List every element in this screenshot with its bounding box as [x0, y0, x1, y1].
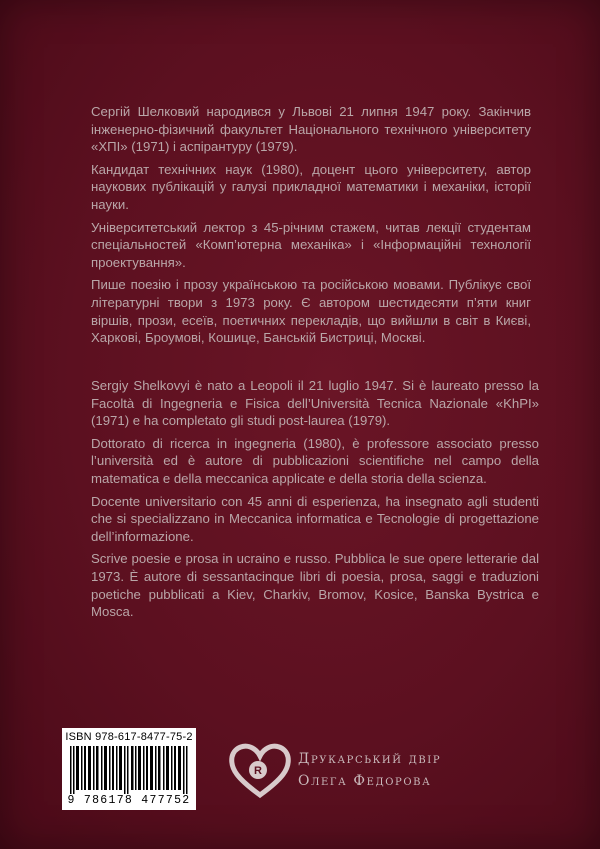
barcode-digits: 9 786178 477752 [67, 794, 191, 807]
heart-registered-icon [228, 741, 292, 799]
barcode-bars [68, 746, 190, 794]
bio-ua-paragraph: Кандидат технічних наук (1980), доцент цього університету, автор наукових публікацій у галузі прикладної математики і механіки, історії науки. [91, 161, 531, 212]
bio-ua-paragraph: Університетський лектор з 45-річним стажем, читав лекції студентам спеціальностей «Комп’ютерна механіка» і «Інформаційні технології проектування». [91, 219, 531, 270]
bio-it-paragraph: Dottorato di ricerca in ingegneria (1980), è professore associato presso l’università ed è autore di pubblicazioni scientifiche nel campo della matematica e della meccanica applicate e della storia della scienza. [91, 435, 539, 486]
bio-ua-paragraph: Пише поезію і прозу українською та російською мовами. Публікує свої літературні твори з 1973 року. Є автором шестидесяти п’яти книг віршів, прози, есеїв, поетичних перекладів, що вийшли в світ в Києві, Харкові, Броумові, Кошице, Банській Бистриці, Москві. [91, 277, 531, 346]
publisher-line-1: Друкарський двір [298, 751, 442, 767]
publisher-name [298, 748, 441, 792]
isbn-label: ISBN 978-617-8477-75-2 [65, 731, 193, 743]
bio-it-paragraph: Docente universitario con 45 anni di esperienza, ha insegnato agli studenti che si specializzano in Meccanica informatica e Tecnologie di progettazione dell’informazione. [91, 493, 539, 544]
publisher-line-2: Олега Федорова [298, 773, 432, 789]
bio-italian [91, 377, 539, 626]
bio-ua-paragraph: Сергій Шелковий народився у Львові 21 липня 1947 року. Закінчив інженерно-фізичний факультет Національного технічного університету «ХПІ» (1971) і аспірантуру (1979). [91, 104, 531, 155]
isbn-barcode [62, 728, 196, 810]
bio-it-paragraph: Sergiy Shelkovyi è nato a Leopoli il 21 luglio 1947. Si è laureato presso la Facoltà di Ingegneria e Fisica dell’Università Tecnica Nazionale «KhPI» (1971) e ha completato gli studi post-laurea (1979). [91, 378, 539, 429]
svg-text:R: R [254, 765, 262, 777]
bio-ukrainian [91, 103, 531, 352]
bio-it-paragraph: Scrive poesie e prosa in ucraino e russo. Pubblica le sue opere letterarie dal 1973. È autore di sessantacinque libri di poesia, prosa, saggi e traduzioni poetiche pubblicati a Kiev, Charkiv, Bromov, Kosice, Banska Bystrica e Mosca. [91, 551, 539, 620]
